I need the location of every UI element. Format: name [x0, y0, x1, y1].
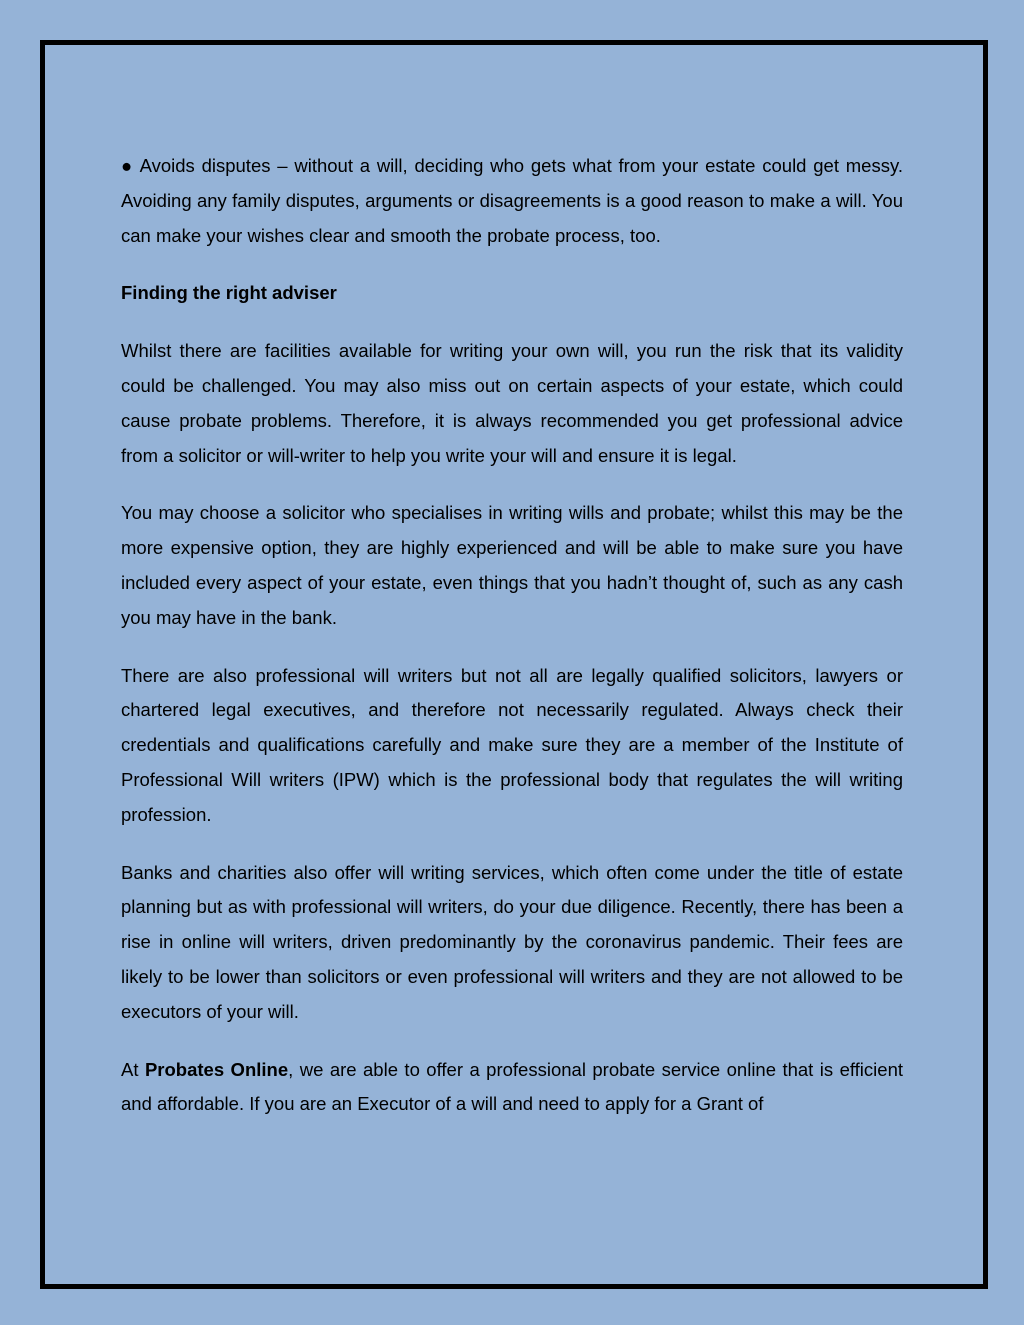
closing-prefix: At	[121, 1058, 145, 1080]
closing-text: , we are able to offer a professional probate service online that is efficient and affordable. If you are an Executor of a will and need to apply for a Grant of	[121, 1058, 903, 1115]
paragraph-solicitor: You may choose a solicitor who specialises in writing wills and probate; whilst this may be the more expensive option, they are highly experienced and will be able to make sure you have included every aspect of your estate, even things that you hadn’t thought of, such as any cash you may have in the bank.	[121, 502, 903, 628]
bullet-paragraph-avoids-disputes: ● Avoids disputes – without a will, deciding who gets what from your estate could get messy. Avoiding any family disputes, arguments or disagreements is a good reason to make a will. You can make your wishes clear and smooth the probate process, too.	[121, 155, 903, 246]
paragraph-own-will: Whilst there are facilities available for writing your own will, you run the risk that its validity could be challenged. You may also miss out on certain aspects of your estate, which could cause probate problems. Therefore, it is always recommended you get professional advice from a solicitor or will-writer to help you write your will and ensure it is legal.	[121, 340, 903, 466]
paragraph-probates-online	[121, 1053, 903, 1123]
section-heading: Finding the right adviser	[121, 282, 337, 304]
paragraph-banks-charities: Banks and charities also offer will writing services, which often come under the title of estate planning but as with professional will writers, do your due diligence. Recently, there has been a rise in online will writers, driven predominantly by the coronavirus pandemic. Their fees are likely to be lower than solicitors or even professional will writers and they are not allowed to be executors of your will.	[121, 861, 903, 1022]
brand-name: Probates Online	[144, 1058, 289, 1080]
paragraph-will-writers: There are also professional will writers but not all are legally qualified solicitors, lawyers or chartered legal executives, and therefore not necessarily regulated. Always check their credentials and qualifications carefully and make sure they are a member of the Institute of Professional Will writers (IPW) which is the professional body that regulates the will writing profession.	[121, 664, 903, 825]
document-body	[121, 149, 903, 1122]
